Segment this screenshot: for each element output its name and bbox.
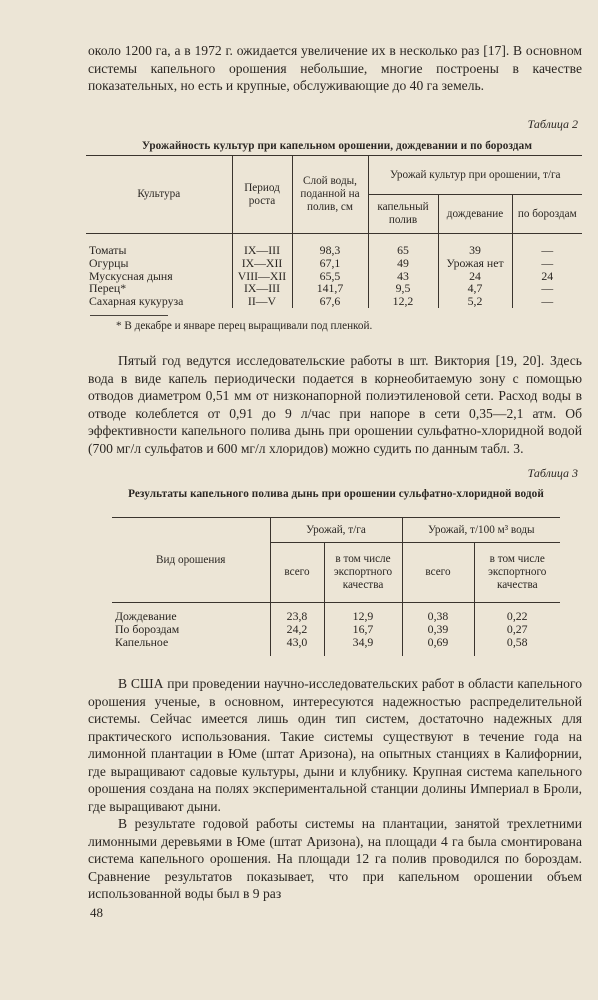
table3-header-yield-ha: Урожай, т/га (270, 518, 402, 543)
table3-header-total-water: всего (402, 543, 474, 603)
paragraph-victoria: Пятый год ведутся исследовательские работы в шт. Виктория [19, 20]. Здесь вода в виде капель периодически подается в корнеобитаемую зону с помощью отводов диаметром 0,51 мм от низконапорной полиэтиленовой сети. Расход воды в отводе колеблется от 0,91 до 9 л/час при напоре в сети 0,35—2,1 атм. Об эффективности капельного полива дынь при орошении сульфатно-хлоридной водой (700 мг/л сульфатов и 600 мг/л хлоридов) можно судить по данным табл. 3. (88, 353, 582, 456)
table2-caption: Урожайность культур при капельном орошении, дождевании и по бороздам (141, 140, 533, 152)
table3-cell: 16,7 (324, 623, 402, 636)
table2-cell: IX—III (232, 234, 292, 257)
table-row (86, 234, 582, 257)
table-row (112, 636, 560, 657)
table2-cell: Огурцы (89, 255, 129, 270)
table2-cell: 24 (512, 270, 582, 283)
table3-label: Таблица 3 (527, 466, 578, 480)
table3-cell: По бороздам (115, 621, 180, 636)
table3-cell: 12,9 (324, 603, 402, 623)
table2-cell: 39 (438, 234, 512, 257)
table2-cell: — (512, 234, 582, 257)
table3-cell: 0,27 (474, 623, 560, 636)
table2-header-yield: Урожай культур при орошении, т/га (368, 156, 582, 195)
table2-cell: 98,3 (292, 234, 368, 257)
table2-cell: — (512, 282, 582, 295)
paragraph-usa: В США при проведении научно-исследовательских работ в области капельного орошения ученые, в основном, интересуются надежностью распределительной системы. Сейчас имеется лишь один тип систем, достаточно надежных для практического использования. Такие системы существуют в течение года на лимонной плантации в Юме (штат Аризона), на опытных станциях в Калифорнии, где выращивают садовые культуры, дыни и клубнику. Крупная система капельного орошения создана на полях экспериментальной станции долины Империал в Броли, где выращивают дыни. (88, 676, 582, 814)
table3-cell: 0,39 (402, 623, 474, 636)
paragraph-yuma: В результате годовой работы системы на плантации, занятой трехлетними лимонными деревьями в Юме (штат Аризона), на площади 4 га была смонтирована система капельного орошения. На площади 12 га полив проводился по бороздам. Сравнение результатов показывает, что при капельном орошении объем использованной воды был в 9 раз (88, 816, 582, 901)
table2-footnote: * В декабре и январе перец выращивали под пленкой. (116, 320, 373, 332)
table3 (112, 517, 560, 656)
table3-cell: 0,69 (402, 636, 474, 657)
table2-cell: VIII—XII (232, 270, 292, 283)
table3-cell: 23,8 (270, 603, 324, 623)
table3-cell: 0,38 (402, 603, 474, 623)
table3-header-export-water: в том числе экспортного качества (474, 543, 560, 603)
table2-cell: 5,2 (438, 295, 512, 308)
table2-cell: 65,5 (292, 270, 368, 283)
table2-cell: Томаты (89, 243, 127, 257)
table2-cell: Мускусная дыня (89, 268, 173, 283)
table2-cell: 43 (368, 270, 438, 283)
table2-header-period: Период роста (232, 156, 292, 234)
table3-cell: 34,9 (324, 636, 402, 657)
paragraph-intro: около 1200 га, а в 1972 г. ожидается увеличение их в несколько раз [17]. В основном системы капельного орошения небольшие, многие построены в качестве показательных, но есть и крупные, обслуживающие до 40 га земель. (88, 43, 582, 93)
table3-header-export: в том числе экспортного качества (324, 543, 402, 603)
table2-header-furrow: по бороздам (512, 195, 582, 234)
table2-cell: 9,5 (368, 282, 438, 295)
table2-cell: IX—III (232, 282, 292, 295)
table2-cell: — (512, 295, 582, 308)
table3-header-total: всего (270, 543, 324, 603)
footnote-divider (90, 315, 168, 316)
table3-cell: Капельное (115, 634, 169, 649)
table2-header-culture: Культура (86, 156, 232, 234)
table3-cell: Дождевание (115, 609, 177, 623)
table2 (86, 155, 582, 308)
table2-cell: IX—XII (232, 257, 292, 270)
table2-cell: II—V (232, 295, 292, 308)
table-row (112, 603, 560, 623)
page-number: 48 (90, 905, 103, 920)
table3-header-yield-water: Урожай, т/100 м³ воды (402, 518, 560, 543)
table3-header-type: Вид орошения (112, 518, 270, 603)
table2-cell: — (512, 257, 582, 270)
table3-cell: 24,2 (270, 623, 324, 636)
table2-cell: Перец* (89, 281, 127, 296)
table2-cell: Сахарная кукуруза (89, 294, 184, 309)
table2-cell: 67,1 (292, 257, 368, 270)
table2-cell: 67,6 (292, 295, 368, 308)
table3-cell: 0,22 (474, 603, 560, 623)
table2-header-water: Слой воды, поданной на полив, см (292, 156, 368, 234)
table-row (86, 257, 582, 270)
table3-cell: 43,0 (270, 636, 324, 657)
table2-cell: 12,2 (368, 295, 438, 308)
table-row (86, 295, 582, 308)
table2-cell: 24 (438, 270, 512, 283)
table2-label: Таблица 2 (527, 117, 578, 131)
table2-cell: 49 (368, 257, 438, 270)
table2-cell: 141,7 (292, 282, 368, 295)
table3-caption: Результаты капельного полива дынь при орошении сульфатно-хлоридной водой (128, 488, 544, 500)
table2-cell: 65 (368, 234, 438, 257)
table2-header-sprinkler: дождевание (438, 195, 512, 234)
table-row (112, 623, 560, 636)
table2-cell: Урожая нет (438, 257, 512, 270)
table2-header-drip: капельный полив (368, 195, 438, 234)
table2-cell: 4,7 (438, 282, 512, 295)
table3-cell: 0,58 (474, 636, 560, 657)
